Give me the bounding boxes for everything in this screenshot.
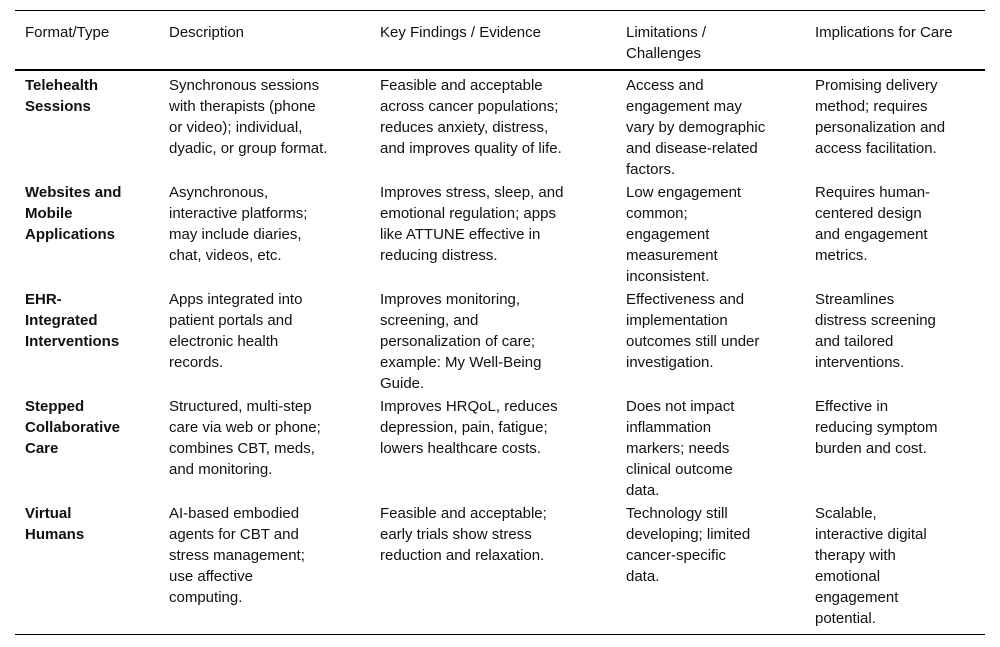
cell-description (159, 70, 370, 182)
cell-text-line: Integrated (25, 312, 98, 329)
cell-limitations (616, 503, 805, 635)
cell-text-line: chat, videos, etc. (169, 247, 282, 264)
cell-description (159, 503, 370, 635)
cell-text-line: reduction and relaxation. (380, 547, 545, 564)
cell-text-line: with therapists (phone (169, 98, 316, 115)
cell-format-type (15, 70, 159, 182)
cell-text-line: computing. (169, 589, 243, 606)
table-row (15, 70, 985, 182)
cell-text-line: interactive platforms; (169, 205, 308, 222)
cell-format-type (15, 289, 159, 396)
cell-text-line: reducing symptom (815, 419, 938, 436)
cell-text-line: outcomes still under (626, 333, 760, 350)
cell-text-line: emotional (815, 568, 881, 585)
cell-text-line: Guide. (380, 375, 425, 392)
cell-text-line: Applications (25, 226, 116, 243)
cell-text-line: records. (169, 354, 224, 371)
cell-text-line: Websites and (25, 184, 122, 201)
cell-text-line: data. (626, 482, 660, 499)
header-row (15, 11, 985, 71)
cell-key-findings (370, 503, 616, 635)
cell-text-line: Technology still (626, 505, 728, 522)
cell-implications (805, 396, 985, 503)
cell-limitations (616, 396, 805, 503)
cell-text-line: Asynchronous, (169, 184, 269, 201)
cell-text-line: implementation (626, 312, 728, 329)
cell-text-line: Scalable, (815, 505, 877, 522)
cell-text-line: inconsistent. (626, 268, 710, 285)
cell-text-line: Effectiveness and (626, 291, 745, 308)
header-limitations: Limitations / Challenges (616, 11, 805, 71)
cell-text-line: Stepped (25, 398, 85, 415)
cell-text-line: Apps integrated into (169, 291, 303, 308)
cell-text-line: data. (626, 568, 660, 585)
cell-text-line: Structured, multi-step (169, 398, 312, 415)
cell-text-line: Access and (626, 77, 704, 94)
digital-interventions-table (15, 10, 985, 635)
cell-limitations (616, 70, 805, 182)
cell-key-findings (370, 182, 616, 289)
cell-text-line: AI-based embodied (169, 505, 300, 522)
cell-text-line: inflammation (626, 419, 712, 436)
cell-key-findings (370, 70, 616, 182)
table-row (15, 289, 985, 396)
cell-text-line: screening, and (380, 312, 479, 329)
cell-text-line: factors. (626, 161, 676, 178)
cell-limitations (616, 289, 805, 396)
cell-text-line: measurement (626, 247, 718, 264)
cell-key-findings (370, 289, 616, 396)
cell-text-line: or video); individual, (169, 119, 303, 136)
cell-text-line: early trials show stress (380, 526, 532, 543)
cell-text-line: vary by demographic (626, 119, 766, 136)
header-key-findings: Key Findings / Evidence (370, 11, 616, 71)
cell-text-line: method; requires (815, 98, 928, 115)
cell-text-line: engagement (815, 589, 899, 606)
cell-description (159, 182, 370, 289)
cell-text-line: Feasible and acceptable; (380, 505, 547, 522)
cell-format-type (15, 503, 159, 635)
cell-text-line: and engagement (815, 226, 928, 243)
cell-text-line: and monitoring. (169, 461, 273, 478)
cell-text-line: Streamlines (815, 291, 895, 308)
cell-text-line: Improves HRQoL, reduces (380, 398, 558, 415)
cell-text-line: dyadic, or group format. (169, 140, 328, 157)
cell-text-line: use affective (169, 568, 253, 585)
cell-text-line: EHR- (25, 291, 62, 308)
table-row (15, 182, 985, 289)
cell-text-line: Interventions (25, 333, 120, 350)
cell-text-line: emotional regulation; apps (380, 205, 556, 222)
cell-text-line: distress screening (815, 312, 936, 329)
cell-description (159, 289, 370, 396)
cell-text-line: care via web or phone; (169, 419, 321, 436)
cell-text-line: engagement (626, 226, 710, 243)
header-description: Description (159, 11, 370, 71)
cell-text-line: Synchronous sessions (169, 77, 320, 94)
cell-text-line: Collaborative (25, 419, 121, 436)
cell-text-line: and improves quality of life. (380, 140, 562, 157)
cell-text-line: developing; limited (626, 526, 751, 543)
cell-text-line: combines CBT, meds, (169, 440, 315, 457)
cell-text-line: engagement may (626, 98, 742, 115)
cell-text-line: common; (626, 205, 688, 222)
cell-text-line: agents for CBT and (169, 526, 299, 543)
cell-text-line: may include diaries, (169, 226, 302, 243)
cell-text-line: Does not impact (626, 398, 735, 415)
cell-text-line: Feasible and acceptable (380, 77, 543, 94)
cell-text-line: patient portals and (169, 312, 293, 329)
cell-text-line: potential. (815, 610, 876, 627)
cell-text-line: Mobile (25, 205, 73, 222)
cell-text-line: Care (25, 440, 59, 457)
cell-implications (805, 289, 985, 396)
cell-format-type (15, 182, 159, 289)
cell-text-line: depression, pain, fatigue; (380, 419, 548, 436)
cell-text-line: and disease-related (626, 140, 758, 157)
cell-format-type (15, 396, 159, 503)
cell-text-line: cancer-specific (626, 547, 727, 564)
table-row (15, 503, 985, 635)
cell-text-line: therapy with (815, 547, 896, 564)
cell-text-line: across cancer populations; (380, 98, 559, 115)
cell-text-line: reduces anxiety, distress, (380, 119, 549, 136)
cell-description (159, 396, 370, 503)
cell-implications (805, 182, 985, 289)
cell-text-line: Effective in (815, 398, 889, 415)
cell-text-line: clinical outcome (626, 461, 733, 478)
cell-text-line: investigation. (626, 354, 714, 371)
cell-text-line: Virtual (25, 505, 72, 522)
cell-key-findings (370, 396, 616, 503)
cell-text-line: Improves monitoring, (380, 291, 521, 308)
cell-text-line: centered design (815, 205, 922, 222)
cell-text-line: metrics. (815, 247, 868, 264)
cell-limitations (616, 182, 805, 289)
cell-text-line: interventions. (815, 354, 905, 371)
cell-text-line: Improves stress, sleep, and (380, 184, 564, 201)
cell-text-line: Telehealth (25, 77, 99, 94)
cell-text-line: Low engagement (626, 184, 742, 201)
cell-text-line: Humans (25, 526, 85, 543)
cell-text-line: Requires human- (815, 184, 931, 201)
cell-text-line: access facilitation. (815, 140, 937, 157)
cell-text-line: Sessions (25, 98, 91, 115)
cell-text-line: reducing distress. (380, 247, 498, 264)
cell-text-line: stress management; (169, 547, 305, 564)
cell-text-line: lowers healthcare costs. (380, 440, 541, 457)
cell-text-line: markers; needs (626, 440, 730, 457)
cell-text-line: electronic health (169, 333, 279, 350)
cell-text-line: like ATTUNE effective in (380, 226, 541, 243)
cell-text-line: personalization of care; (380, 333, 536, 350)
cell-implications (805, 503, 985, 635)
cell-text-line: and tailored (815, 333, 894, 350)
cell-text-line: example: My Well-Being (380, 354, 542, 371)
cell-text-line: personalization and (815, 119, 946, 136)
cell-text-line: Promising delivery (815, 77, 938, 94)
cell-text-line: interactive digital (815, 526, 927, 543)
cell-text-line: burden and cost. (815, 440, 927, 457)
cell-implications (805, 70, 985, 182)
header-implications: Implications for Care (805, 11, 985, 71)
table-row (15, 396, 985, 503)
header-format-type: Format/Type (15, 11, 159, 71)
table-body (15, 70, 985, 635)
